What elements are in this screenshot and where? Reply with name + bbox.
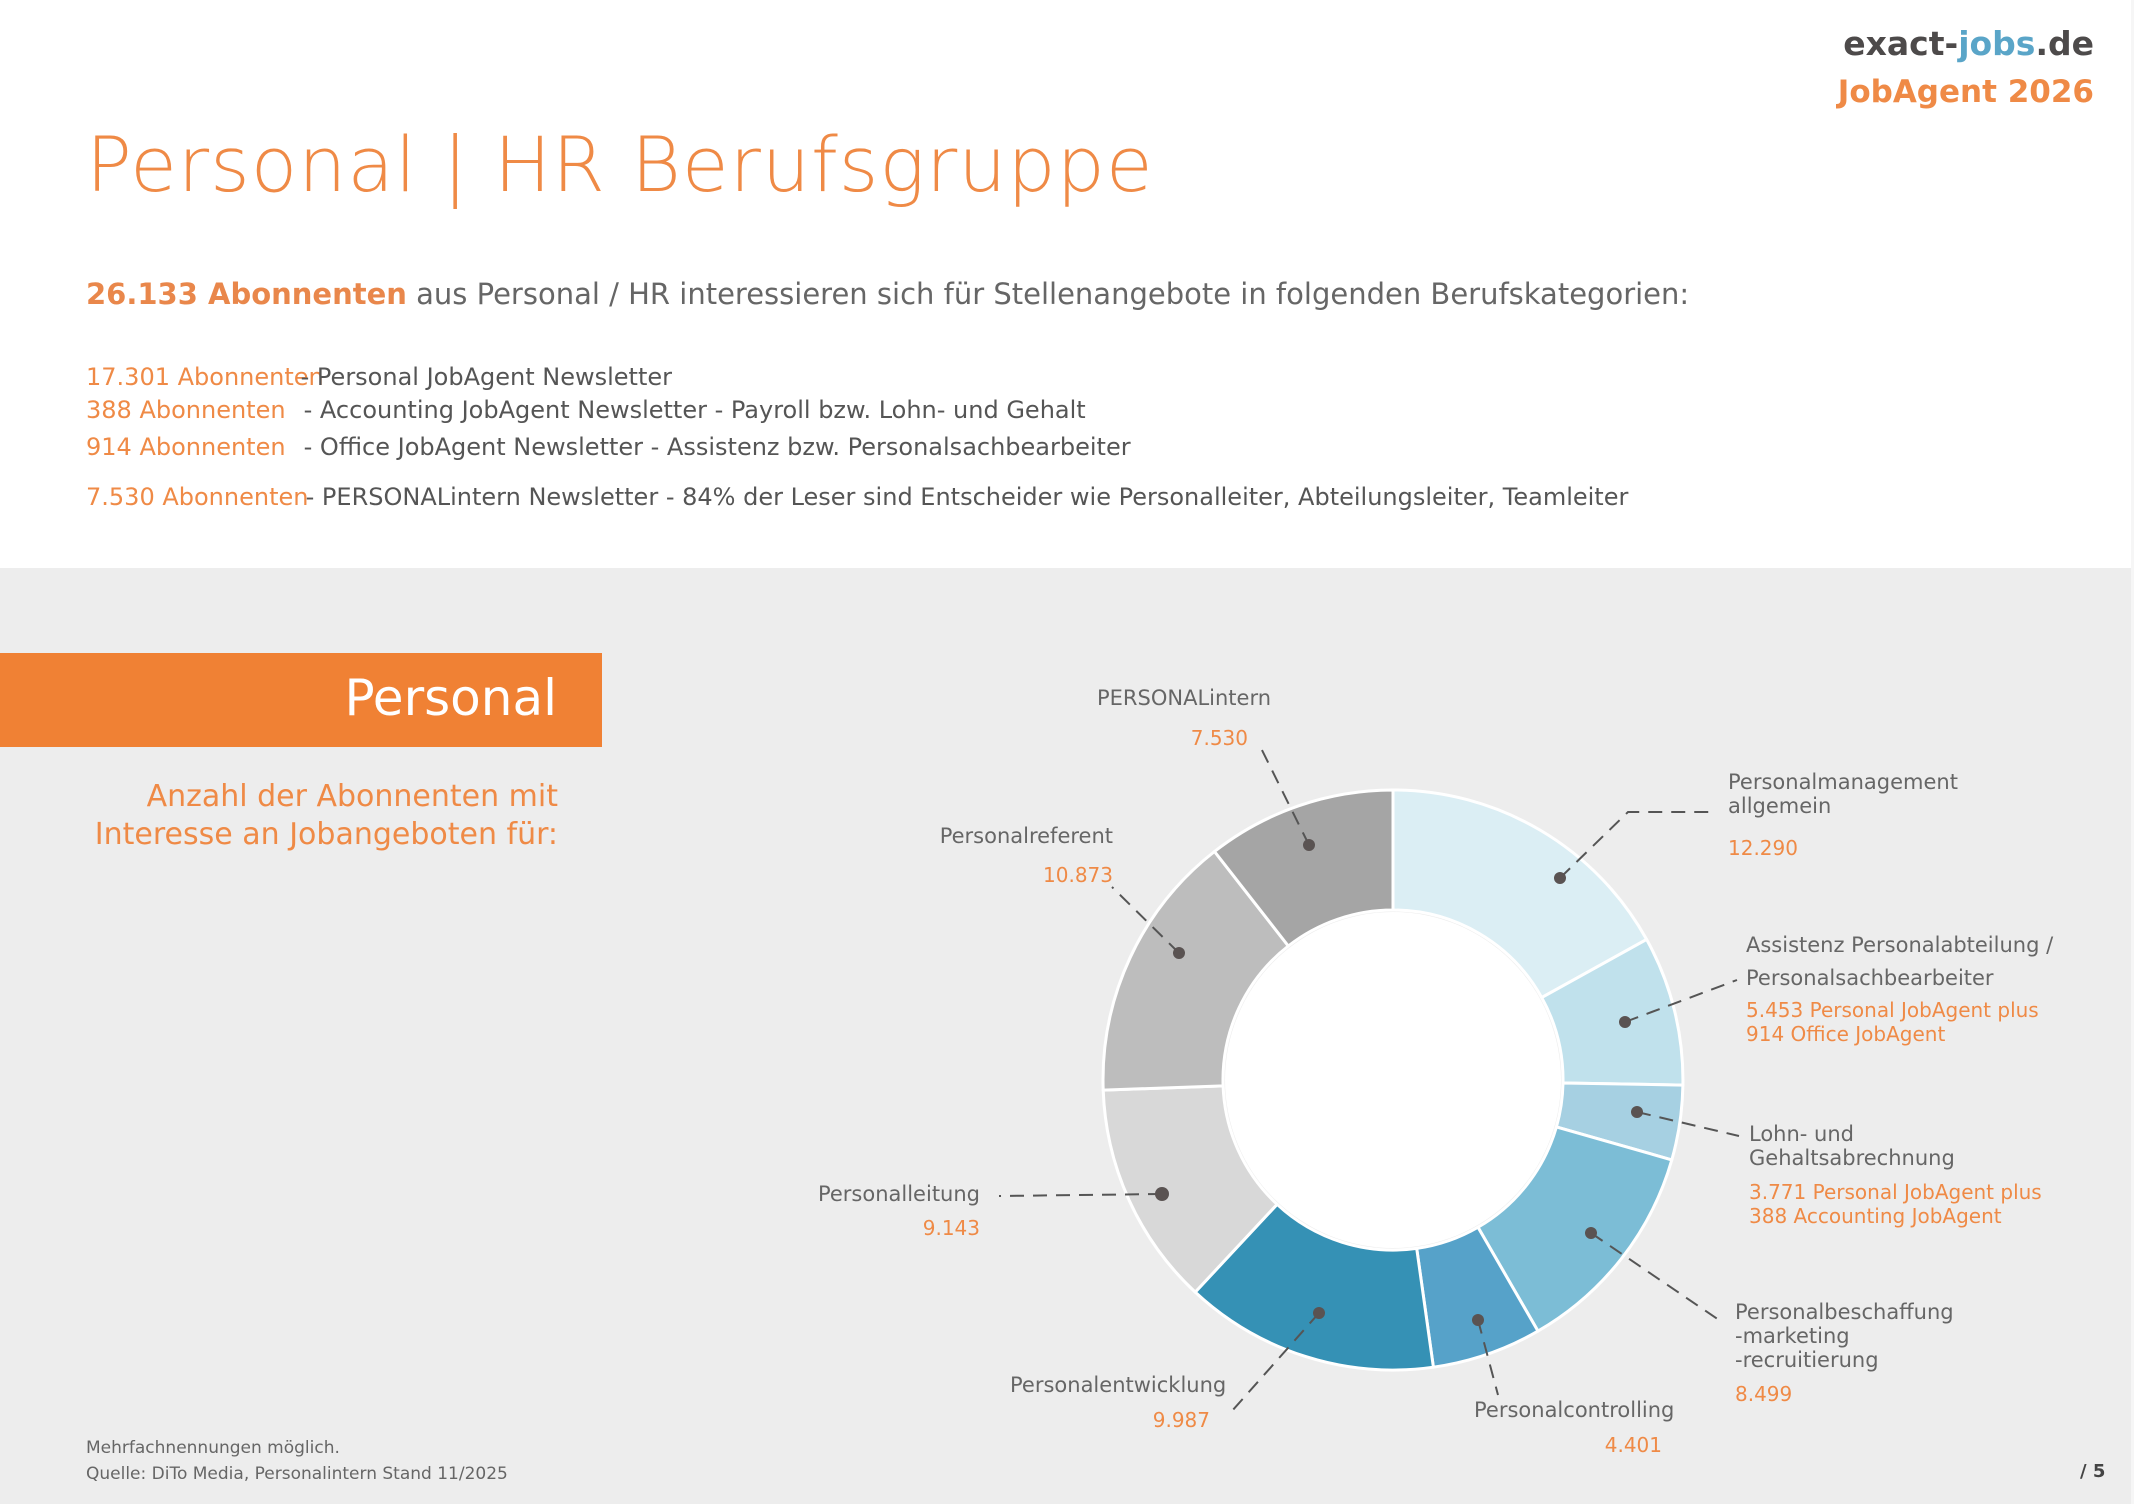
dot-personalbeschaffung <box>1585 1227 1597 1239</box>
callout-label: Personalreferent <box>939 824 1113 848</box>
callout-label: Lohn- und <box>1749 1122 1854 1146</box>
page-number: / 5 <box>2080 1461 2106 1482</box>
callout-label: allgemein <box>1728 794 1832 818</box>
callout-value: 7.530 <box>1190 726 1248 750</box>
subscription-count: 7.530 Abonnenten <box>86 483 309 511</box>
callout-value: 8.499 <box>1735 1382 1793 1406</box>
dot-personalintern <box>1303 839 1315 851</box>
dot-lohn-gehalt <box>1631 1106 1643 1118</box>
dot-personalcontrolling <box>1472 1314 1484 1326</box>
callout-value: 5.453 Personal JobAgent plus <box>1746 998 2039 1022</box>
dot-assistenz <box>1619 1016 1631 1028</box>
callout-label: Personalleitung <box>817 1182 980 1206</box>
callout-label: Personalcontrolling <box>1474 1398 1675 1422</box>
section-banner-label: Personal <box>344 669 557 727</box>
subscription-desc: - PERSONALintern Newsletter - 84% der Leser sind Entscheider wie Personalleiter, Abteilungsleiter, Teamleiter <box>305 483 1629 511</box>
footer-note: Mehrfachnennungen möglich. <box>86 1438 340 1458</box>
logo-prefix: exact- <box>1843 24 1959 63</box>
callout-label: PERSONALintern <box>1097 686 1272 710</box>
callout-assistenz <box>1746 933 2053 1046</box>
callout-value: 10.873 <box>1043 863 1113 887</box>
callout-value: 3.771 Personal JobAgent plus <box>1749 1180 2042 1204</box>
subscription-desc: - Office JobAgent Newsletter - Assistenz bzw. Personalsachbearbeiter <box>303 433 1131 461</box>
callout-personalbeschaffung <box>1735 1300 1954 1406</box>
brand-subtitle: JobAgent 2026 <box>1837 74 2094 110</box>
callout-value: 914 Office JobAgent <box>1746 1022 1946 1046</box>
callout-personalintern <box>1090 686 1272 750</box>
logo-mid: jobs <box>1958 24 2036 63</box>
callout-value: 12.290 <box>1728 836 1798 860</box>
page-title: Personal | HR Berufsgruppe <box>86 120 1154 209</box>
callout-value: 9.987 <box>1152 1408 1210 1432</box>
footer-source: Quelle: DiTo Media, Personalintern Stand 11/2025 <box>86 1464 508 1484</box>
callout-label: Personalbeschaffung <box>1735 1300 1954 1324</box>
donut-hole <box>1225 912 1561 1248</box>
dot-personalmanagement <box>1554 872 1566 884</box>
lead-rest: aus Personal / HR interessieren sich für Stellenangebote in folgenden Berufskategorien: <box>406 277 1690 311</box>
subscription-count: 388 Abonnenten <box>86 396 286 424</box>
callout-label: Assistenz Personalabteilung / <box>1746 933 2054 957</box>
logo-suffix: .de <box>2035 24 2094 63</box>
callout-label: -recruitierung <box>1735 1348 1879 1372</box>
callout-label: Personalsachbearbeiter <box>1746 966 1994 990</box>
callout-personalcontrolling <box>1474 1398 1675 1457</box>
callout-lohn-gehalt <box>1749 1122 2042 1228</box>
callout-label: -marketing <box>1735 1324 1850 1348</box>
lead-count: 26.133 Abonnenten <box>86 277 407 311</box>
callout-personalentwicklung <box>1010 1373 1227 1432</box>
callout-value: 4.401 <box>1604 1433 1662 1457</box>
leader-personalbeschaffung <box>1591 1233 1719 1320</box>
callout-personalreferent <box>930 824 1113 887</box>
subscription-count: 914 Abonnenten <box>86 433 286 461</box>
section-subtitle-line1: Anzahl der Abonnenten mit <box>146 779 558 814</box>
callout-label: Gehaltsabrechnung <box>1749 1146 1955 1170</box>
callout-personalmanagement <box>1728 770 1958 860</box>
callout-value: 9.143 <box>922 1216 980 1240</box>
subscription-count: 17.301 Abonnenten <box>86 363 324 391</box>
callout-label: Personalmanagement <box>1728 770 1958 794</box>
subscription-desc: - Accounting JobAgent Newsletter - Payroll bzw. Lohn- und Gehalt <box>303 396 1086 424</box>
callout-value: 388 Accounting JobAgent <box>1749 1204 2002 1228</box>
callout-personalleitung <box>810 1182 980 1240</box>
dot-personalleitung <box>1155 1187 1169 1201</box>
callout-label: Personalentwicklung <box>1010 1373 1227 1397</box>
section-subtitle-line2: Interesse an Jobangeboten für: <box>94 817 558 852</box>
dot-personalreferent <box>1173 947 1185 959</box>
dot-personalentwicklung <box>1313 1307 1325 1319</box>
subscription-desc: - Personal JobAgent Newsletter <box>300 363 672 391</box>
